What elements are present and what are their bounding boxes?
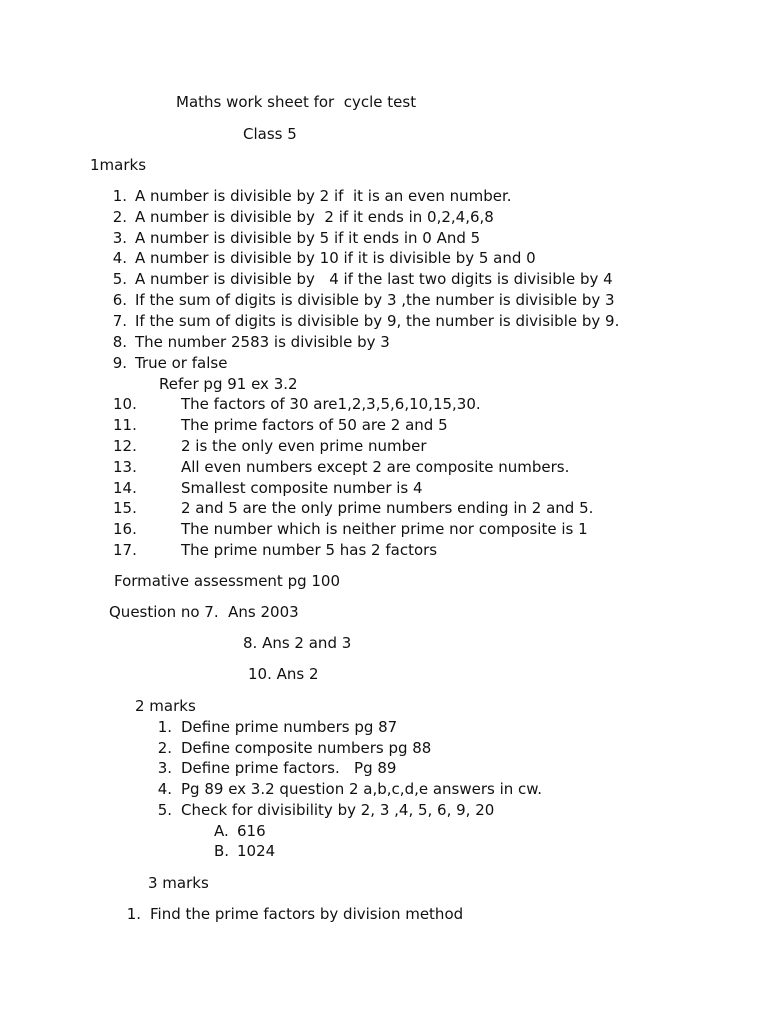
list-item-number: 15. bbox=[113, 499, 137, 517]
list-item-text: A number is divisible by 4 if the last two digits is divisible by 4 bbox=[135, 270, 613, 288]
list-item-number: 10. bbox=[113, 395, 137, 413]
list-item-text: The prime number 5 has 2 factors bbox=[181, 541, 438, 559]
list-item-number: 11. bbox=[113, 416, 137, 434]
list-item-number: 13. bbox=[113, 458, 137, 476]
list-item-text: Smallest composite number is 4 bbox=[181, 479, 423, 497]
list-item-text: Pg 89 ex 3.2 question 2 a,b,c,d,e answers in cw. bbox=[181, 780, 542, 798]
list-item-text: Define composite numbers pg 88 bbox=[181, 739, 432, 757]
list-item-number: 8. bbox=[112, 333, 127, 351]
list-item-text: Check for divisibility by 2, 3 ,4, 5, 6, 9, 20 bbox=[181, 801, 495, 819]
list-item-number: 9. bbox=[112, 354, 127, 372]
list-item-number: B. bbox=[214, 842, 230, 860]
list-item-text: The prime factors of 50 are 2 and 5 bbox=[181, 416, 448, 434]
list-item-number: A. bbox=[214, 822, 229, 840]
list-item-text: Find the prime factors by division method bbox=[150, 905, 464, 923]
list-item-text: The factors of 30 are1,2,3,5,6,10,15,30. bbox=[181, 395, 481, 413]
list-item-number: 6. bbox=[112, 291, 127, 309]
list-item-text: The number 2583 is divisible by 3 bbox=[135, 333, 390, 351]
list-item-text: All even numbers except 2 are composite numbers. bbox=[181, 458, 570, 476]
answer-q8: 8. Ans 2 and 3 bbox=[243, 634, 352, 652]
list-item-number: 4. bbox=[112, 249, 127, 267]
list-item-text: 616 bbox=[237, 822, 266, 840]
two-marks-heading: 2 marks bbox=[135, 697, 196, 715]
list-item-number: 7. bbox=[112, 312, 127, 330]
list-item-number: 5. bbox=[112, 270, 127, 288]
refer-note: Refer pg 91 ex 3.2 bbox=[159, 375, 298, 393]
list-item-number: 5. bbox=[157, 801, 172, 819]
list-item-number: 16. bbox=[113, 520, 137, 538]
worksheet-title: Maths work sheet for cycle test bbox=[176, 93, 417, 111]
list-item-number: 1. bbox=[112, 187, 127, 205]
answer-q10: 10. Ans 2 bbox=[248, 665, 319, 683]
list-item-text: 1024 bbox=[237, 842, 276, 860]
list-item-number: 14. bbox=[113, 479, 137, 497]
list-item-text: A number is divisible by 2 if it is an even number. bbox=[135, 187, 512, 205]
one-marks-heading: 1marks bbox=[90, 156, 147, 174]
list-item-text: A number is divisible by 5 if it ends in 0 And 5 bbox=[135, 229, 481, 247]
list-item-text: If the sum of digits is divisible by 3 ,the number is divisible by 3 bbox=[135, 291, 615, 309]
list-item-text: A number is divisible by 10 if it is divisible by 5 and 0 bbox=[135, 249, 536, 267]
list-item-text: A number is divisible by 2 if it ends in 0,2,4,6,8 bbox=[135, 208, 494, 226]
list-item-number: 3. bbox=[112, 229, 127, 247]
list-item-text: The number which is neither prime nor composite is 1 bbox=[181, 520, 588, 538]
list-item-text: True or false bbox=[135, 354, 228, 372]
three-marks-heading: 3 marks bbox=[148, 874, 209, 892]
answer-q7: Question no 7. Ans 2003 bbox=[109, 603, 299, 621]
list-item-number: 2. bbox=[112, 208, 127, 226]
list-item-text: Define prime numbers pg 87 bbox=[181, 718, 398, 736]
list-item-text: 2 is the only even prime number bbox=[181, 437, 427, 455]
list-item-text: Define prime factors. Pg 89 bbox=[181, 759, 397, 777]
list-item-number: 17. bbox=[113, 541, 137, 559]
list-item-number: 12. bbox=[113, 437, 137, 455]
list-item-number: 1. bbox=[157, 718, 172, 736]
class-label: Class 5 bbox=[243, 125, 297, 143]
list-item-number: 4. bbox=[157, 780, 172, 798]
list-item-number: 1. bbox=[126, 905, 141, 923]
list-item-text: If the sum of digits is divisible by 9, the number is divisible by 9. bbox=[135, 312, 620, 330]
list-item-number: 3. bbox=[157, 759, 172, 777]
list-item-text: 2 and 5 are the only prime numbers ending in 2 and 5. bbox=[181, 499, 594, 517]
formative-heading: Formative assessment pg 100 bbox=[114, 572, 341, 590]
list-item-number: 2. bbox=[157, 739, 172, 757]
